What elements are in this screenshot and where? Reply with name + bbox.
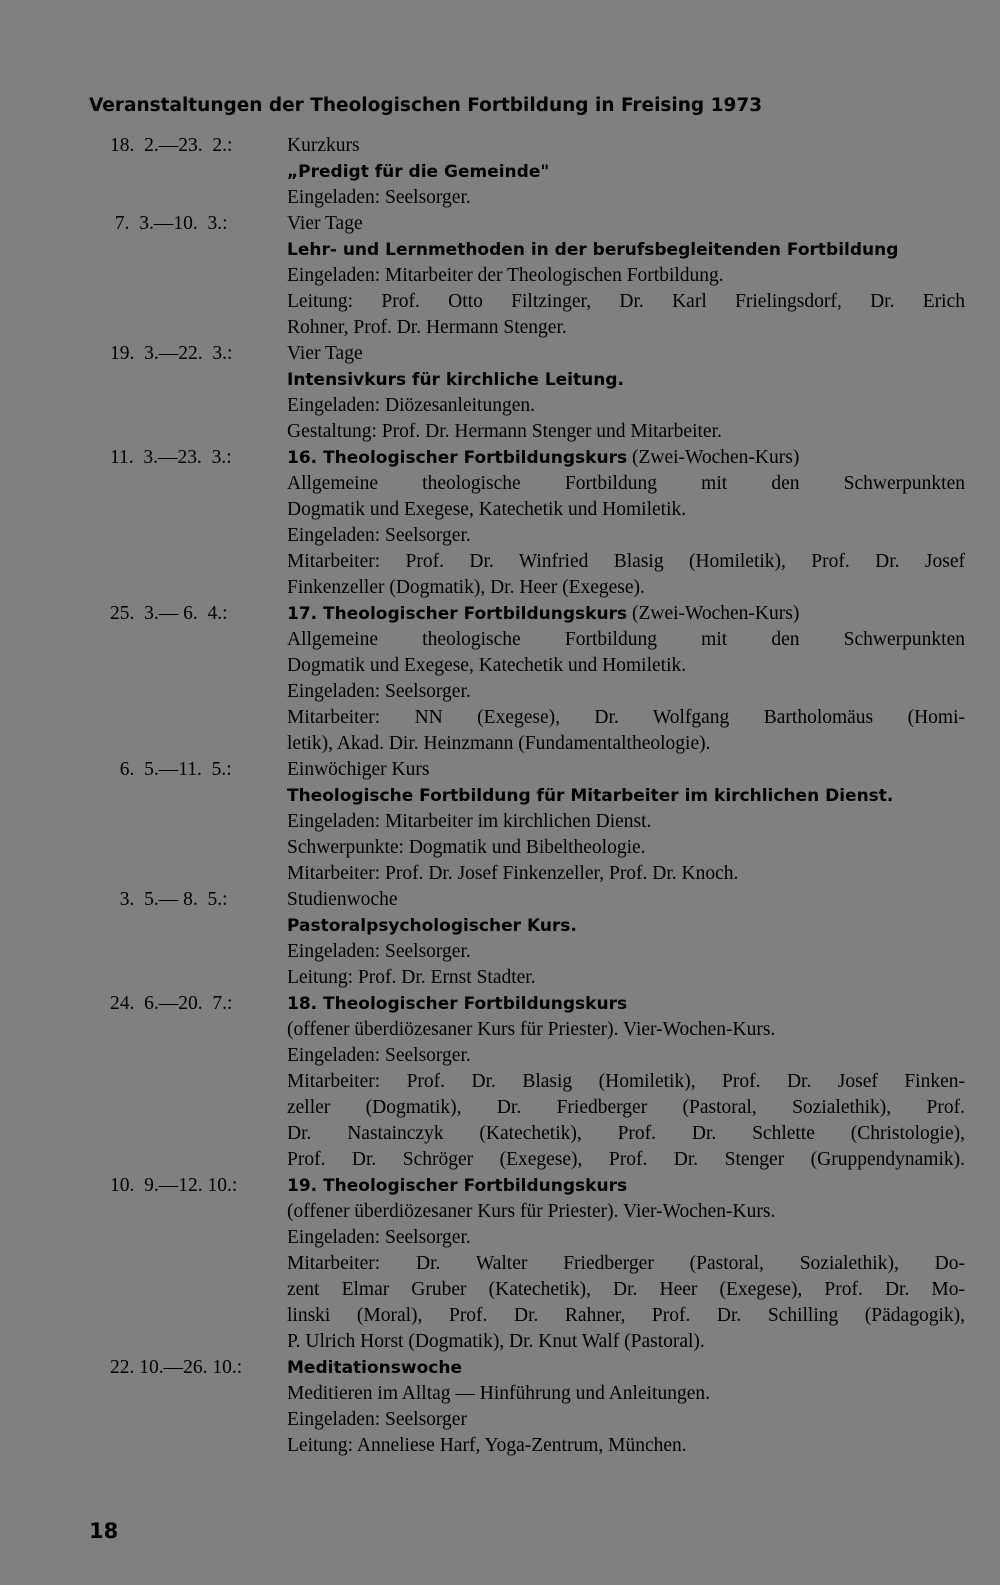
event-detail-line: zeller (Dogmatik), Dr. Friedberger (Pastoral, Sozialethik), Prof.: [287, 1097, 965, 1118]
page-number: 18: [89, 1519, 119, 1543]
event-detail-line: Mitarbeiter: Prof. Dr. Winfried Blasig (Homiletik), Prof. Dr. Josef: [287, 551, 965, 572]
event-detail-line: (offener überdiözesaner Kurs für Priester). Vier-Wochen-Kurs.: [287, 1201, 776, 1222]
event-date: 24. 6.—20. 7.:: [110, 993, 233, 1014]
event-detail-line: Vier Tage: [287, 343, 363, 364]
event-detail-line: Dogmatik und Exegese, Katechetik und Homiletik.: [287, 499, 687, 520]
page-title: Veranstaltungen der Theologischen Fortbildung in Freising 1973: [89, 95, 763, 116]
event-date: 7. 3.—10. 3.:: [110, 213, 228, 234]
event-entry: [100, 991, 980, 1173]
event-detail-line: Vier Tage: [287, 213, 363, 234]
event-detail-line: Eingeladen: Mitarbeiter der Theologischen Fortbildung.: [287, 265, 724, 286]
event-detail-line: linski (Moral), Prof. Dr. Rahner, Prof. Dr. Schilling (Pädagogik),: [287, 1305, 965, 1326]
event-date: 19. 3.—22. 3.:: [110, 343, 233, 364]
event-details: [287, 887, 980, 991]
event-title: Pastoralpsychologischer Kurs.: [287, 916, 577, 936]
event-entry: [100, 1355, 980, 1459]
event-date: 11. 3.—23. 3.:: [110, 447, 232, 468]
event-detail-line: Schwerpunkte: Dogmatik und Bibeltheologie.: [287, 837, 646, 858]
event-detail-line: Dogmatik und Exegese, Katechetik und Homiletik.: [287, 655, 687, 676]
event-details: [287, 341, 980, 445]
event-title-suffix: (Zwei-Wochen-Kurs): [627, 603, 800, 624]
event-detail-line: [287, 445, 980, 471]
event-entry: [100, 1173, 980, 1355]
event-date: 25. 3.— 6. 4.:: [110, 603, 228, 624]
event-detail-line: Meditieren im Alltag — Hinführung und Anleitungen.: [287, 1383, 710, 1404]
event-detail-line: Mitarbeiter: Prof. Dr. Josef Finkenzeller, Prof. Dr. Knoch.: [287, 863, 739, 884]
event-title: 16. Theologischer Fortbildungskurs: [287, 448, 628, 468]
event-title: 17. Theologischer Fortbildungskurs: [287, 604, 628, 624]
event-details: [287, 757, 980, 887]
event-title: 18. Theologischer Fortbildungskurs: [287, 994, 628, 1014]
event-title: Theologische Fortbildung für Mitarbeiter im kirchlichen Dienst.: [287, 786, 894, 806]
event-detail-line: Leitung: Anneliese Harf, Yoga-Zentrum, München.: [287, 1435, 687, 1456]
event-details: [287, 445, 980, 601]
event-detail-line: Mitarbeiter: Dr. Walter Friedberger (Pastoral, Sozialethik), Do-: [287, 1253, 965, 1274]
event-entry: [100, 601, 980, 757]
event-detail-line: Leitung: Prof. Otto Filtzinger, Dr. Karl Frielingsdorf, Dr. Erich: [287, 291, 965, 312]
event-entry: [100, 887, 980, 991]
event-entry: [100, 757, 980, 887]
event-entry: [100, 133, 980, 211]
event-title: Intensivkurs für kirchliche Leitung.: [287, 370, 624, 390]
event-details: [287, 1355, 980, 1459]
event-date: 6. 5.—11. 5.:: [110, 759, 232, 780]
event-entry: [100, 211, 980, 341]
event-details: [287, 133, 980, 211]
event-details: [287, 601, 980, 757]
event-title: „Predigt für die Gemeinde": [287, 162, 550, 182]
event-detail-line: Dr. Nastainczyk (Katechetik), Prof. Dr. Schlette (Christologie),: [287, 1123, 965, 1144]
event-detail-line: Eingeladen: Seelsorger.: [287, 941, 471, 962]
event-detail-line: (offener überdiözesaner Kurs für Priester). Vier-Wochen-Kurs.: [287, 1019, 776, 1040]
event-detail-line: letik), Akad. Dir. Heinzmann (Fundamentaltheologie).: [287, 733, 711, 754]
event-detail-line: Gestaltung: Prof. Dr. Hermann Stenger und Mitarbeiter.: [287, 421, 722, 442]
event-detail-line: Leitung: Prof. Dr. Ernst Stadter.: [287, 967, 536, 988]
event-entry: [100, 341, 980, 445]
event-detail-line: Kurzkurs: [287, 135, 360, 156]
event-title-suffix: (Zwei-Wochen-Kurs): [627, 447, 800, 468]
event-detail-line: Finkenzeller (Dogmatik), Dr. Heer (Exegese).: [287, 577, 645, 598]
event-details: [287, 991, 980, 1173]
event-detail-line: Mitarbeiter: Prof. Dr. Blasig (Homiletik), Prof. Dr. Josef Finken-: [287, 1071, 965, 1092]
event-detail-line: Eingeladen: Seelsorger.: [287, 1045, 471, 1066]
event-details: [287, 211, 980, 341]
event-date: 18. 2.—23. 2.:: [110, 135, 233, 156]
event-detail-line: Studienwoche: [287, 889, 398, 910]
event-detail-line: Eingeladen: Seelsorger.: [287, 1227, 471, 1248]
event-title: 19. Theologischer Fortbildungskurs: [287, 1176, 628, 1196]
event-details: [287, 1173, 980, 1355]
event-detail-line: P. Ulrich Horst (Dogmatik), Dr. Knut Walf (Pastoral).: [287, 1331, 705, 1352]
event-entry: [100, 445, 980, 601]
event-detail-line: Einwöchiger Kurs: [287, 759, 430, 780]
event-title: Lehr- und Lernmethoden in der berufsbegleitenden Fortbildung: [287, 240, 899, 260]
event-date: 22. 10.—26. 10.:: [110, 1357, 243, 1378]
event-detail-line: Eingeladen: Seelsorger.: [287, 681, 471, 702]
event-detail-line: Prof. Dr. Schröger (Exegese), Prof. Dr. Stenger (Gruppendynamik).: [287, 1149, 965, 1170]
event-detail-line: Eingeladen: Mitarbeiter im kirchlichen Dienst.: [287, 811, 652, 832]
event-detail-line: Eingeladen: Diözesanleitungen.: [287, 395, 535, 416]
event-detail-line: [287, 601, 980, 627]
event-detail-line: Rohner, Prof. Dr. Hermann Stenger.: [287, 317, 567, 338]
event-detail-line: Mitarbeiter: NN (Exegese), Dr. Wolfgang Bartholomäus (Homi-: [287, 707, 965, 728]
event-date: 10. 9.—12. 10.:: [110, 1175, 238, 1196]
event-detail-line: zent Elmar Gruber (Katechetik), Dr. Heer (Exegese), Prof. Dr. Mo-: [287, 1279, 965, 1300]
event-list: [100, 133, 980, 1459]
event-detail-line: Eingeladen: Seelsorger.: [287, 187, 471, 208]
event-detail-line: Allgemeine theologische Fortbildung mit den Schwerpunkten: [287, 629, 965, 650]
event-detail-line: Allgemeine theologische Fortbildung mit den Schwerpunkten: [287, 473, 965, 494]
event-date: 3. 5.— 8. 5.:: [110, 889, 228, 910]
event-detail-line: Eingeladen: Seelsorger: [287, 1409, 467, 1430]
event-detail-line: Eingeladen: Seelsorger.: [287, 525, 471, 546]
event-title: Meditationswoche: [287, 1358, 462, 1378]
